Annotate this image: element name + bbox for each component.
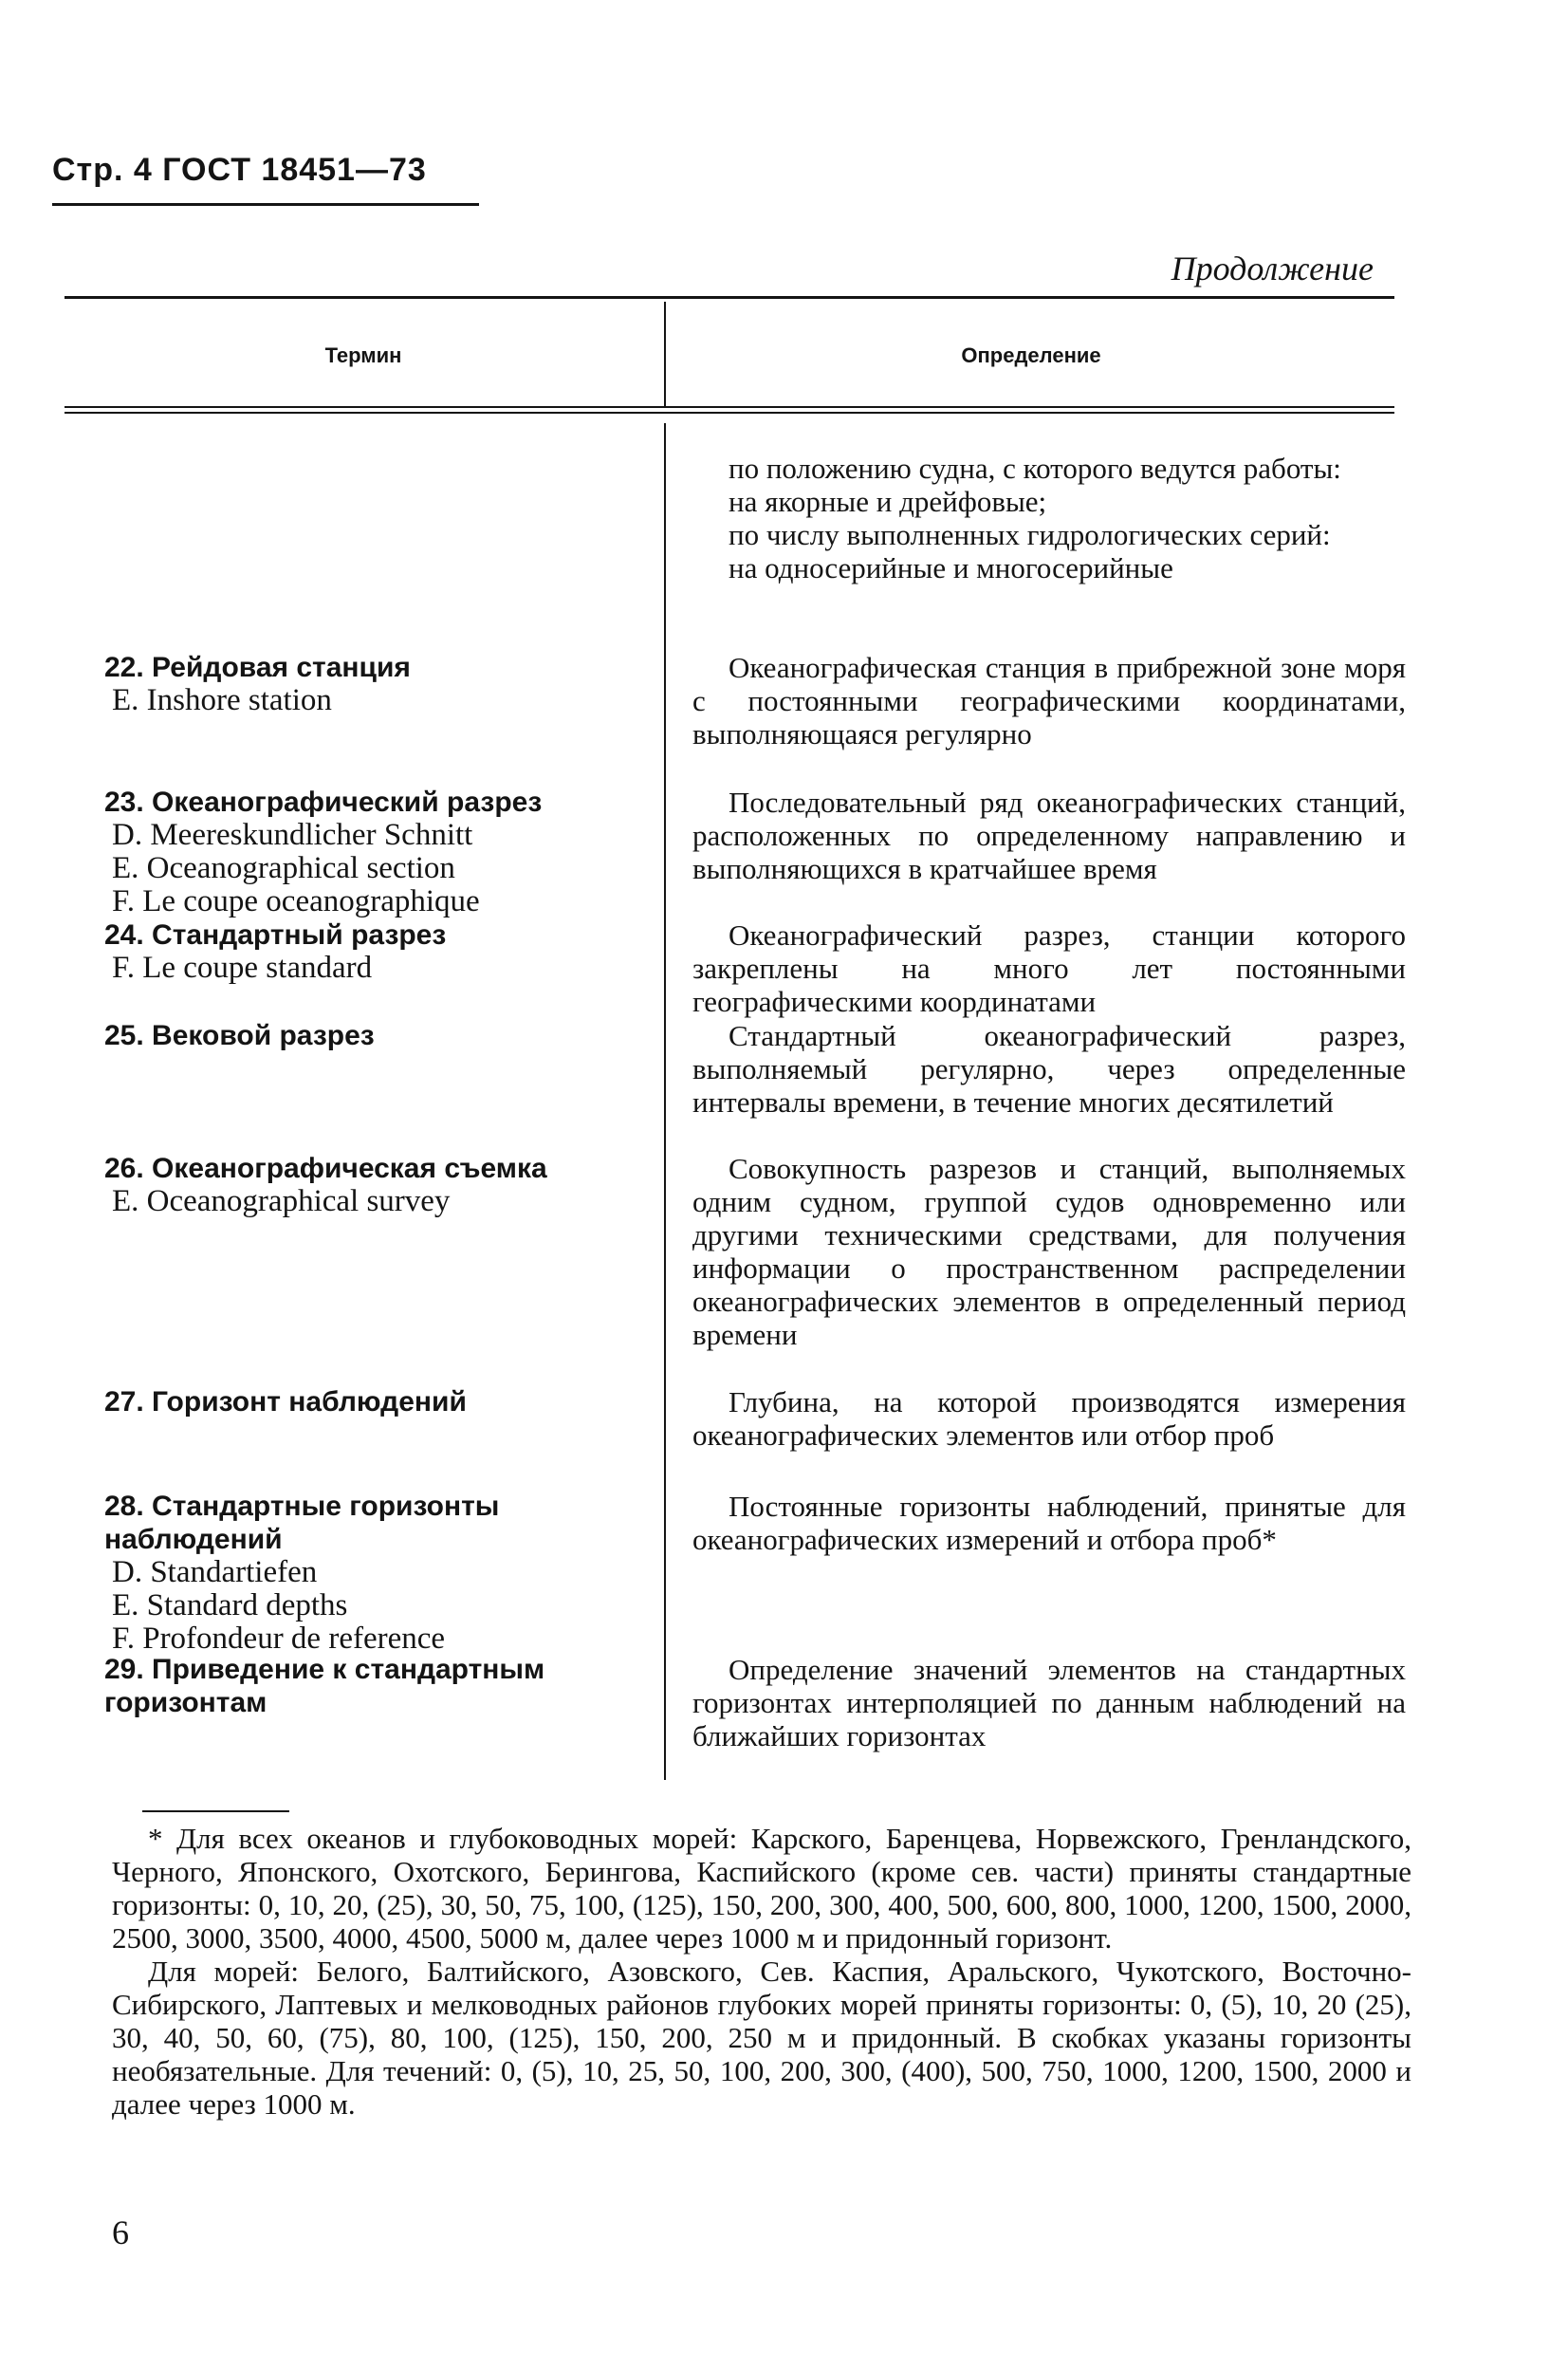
definition-22 <box>692 651 1406 751</box>
term-26 <box>104 1152 655 1218</box>
term-translation-en: E. Inshore station <box>112 683 332 717</box>
definition-line: по числу выполненных гидрологических серий: <box>729 518 1331 551</box>
definition-text: Океанографический разрез, станции которого закреплены на много лет постоянными географическими координатами <box>692 918 1406 1018</box>
definition-intro <box>692 452 1406 584</box>
footnote-paragraph: * Для всех океанов и глубоководных морей: Карского, Баренцева, Норвежского, Гренландского, Черного, Японского, Охотского, Берингова, Каспийского (кроме сев. части) приняты стандартные горизонты: 0, 10, 20, (25), 30, 50, 75, 100, (125), 150, 200, 300, 400, 500, 600, 800, 1000, 1200, 1500, 2000, 2500, 3000, 3500, 4000, 4500, 5000 м, далее через 1000 м и придонный горизонт. <box>112 1822 1411 1955</box>
term-translation-de: D. Standartiefen <box>112 1555 318 1589</box>
term-name: 22. Рейдовая станция <box>104 652 411 683</box>
term-translation-en: E. Oceanographical section <box>112 851 455 885</box>
term-translation-fr: F. Le coupe standard <box>112 951 373 985</box>
term-name: 29. Приведение к стандартным горизонтам <box>104 1654 545 1718</box>
term-translation-fr: F. Le coupe oceanographique <box>112 884 480 918</box>
table-top-rule <box>65 296 1394 299</box>
table-header-divider <box>664 302 666 406</box>
header-underline <box>52 203 479 206</box>
table-header-rule-double <box>65 412 1394 414</box>
page-number: 6 <box>112 2214 129 2252</box>
footnote-paragraph: Для морей: Белого, Балтийского, Азовского, Сев. Каспия, Аральского, Чукотского, Восточно-Сибирского, Лаптевых и мелководных районов глубоких морей приняты горизонты: 0, (5), 10, 20 (25), 30, 40, 50, 60, (75), 80, 100, (125), 150, 200, 250 м и придонный. В скобках указаны горизонты необязательные. Для течений: 0, (5), 10, 25, 50, 100, 200, 300, (400), 500, 750, 1000, 1200, 1500, 2000 и далее через 1000 м. <box>112 1955 1411 2121</box>
definition-text: Постоянные горизонты наблюдений, принятые для океанографических измерений и отбора проб* <box>692 1490 1406 1556</box>
definition-text: Последовательный ряд океанографических станций, расположенных по определенному направлению и выполняющихся в кратчайшее время <box>692 786 1406 885</box>
footnote-rule <box>142 1810 289 1812</box>
definition-24 <box>692 918 1406 1018</box>
definition-28 <box>692 1490 1406 1556</box>
term-name: 26. Океанографическая съемка <box>104 1153 547 1184</box>
term-name: 28. Стандартные горизонты наблюдений <box>104 1491 500 1555</box>
term-translation-en: E. Standard depths <box>112 1588 348 1622</box>
term-name: 23. Океанографический разрез <box>104 787 543 818</box>
term-22 <box>104 651 655 717</box>
definition-23 <box>692 786 1406 885</box>
definition-26 <box>692 1152 1406 1351</box>
term-translation-fr: F. Profondeur de reference <box>112 1622 446 1656</box>
term-25 <box>104 1019 655 1052</box>
page-header: Стр. 4 ГОСТ 18451—73 <box>52 152 427 188</box>
term-23 <box>104 786 655 918</box>
table-header-rule <box>65 406 1394 408</box>
column-header-definition: Определение <box>961 343 1101 367</box>
column-header-term: Термин <box>324 343 402 367</box>
definition-text: Определение значений элементов на стандартных горизонтах интерполяцией по данным наблюдений на ближайших горизонтах <box>692 1653 1406 1752</box>
continuation-label: Продолжение <box>1171 250 1374 287</box>
definition-line: на односерийные и многосерийные <box>729 551 1173 584</box>
definition-line: по положению судна, с которого ведутся работы: <box>729 452 1341 485</box>
definition-text: Океанографическая станция в прибрежной зоне моря с постоянными географическими координатами, выполняющаяся регулярно <box>692 651 1406 751</box>
term-29 <box>104 1653 655 1719</box>
term-27 <box>104 1385 655 1418</box>
definition-27 <box>692 1385 1406 1452</box>
term-name: 27. Горизонт наблюдений <box>104 1386 467 1418</box>
definition-25 <box>692 1019 1406 1119</box>
definition-29 <box>692 1653 1406 1752</box>
table-body-divider <box>664 423 666 1780</box>
term-24 <box>104 918 655 985</box>
term-name: 25. Вековой разрез <box>104 1020 375 1051</box>
term-translation-en: E. Oceanographical survey <box>112 1184 451 1218</box>
term-28 <box>104 1490 655 1656</box>
term-name: 24. Стандартный разрез <box>104 919 447 951</box>
definition-text: Глубина, на которой производятся измерения океанографических элементов или отбор проб <box>692 1385 1406 1452</box>
definition-text: Совокупность разрезов и станций, выполняемых одним судном, группой судов одновременно или другими техническими средствами, для получения информации о пространственном распределении океанографических элементов в определенный период времени <box>692 1152 1406 1351</box>
definition-text: Стандартный океанографический разрез, выполняемый регулярно, через определенные интервалы времени, в течение многих десятилетий <box>692 1019 1406 1119</box>
footnote <box>112 1822 1411 2121</box>
definition-line: на якорные и дрейфовые; <box>729 485 1047 518</box>
term-translation-de: D. Meereskundlicher Schnitt <box>112 818 473 852</box>
